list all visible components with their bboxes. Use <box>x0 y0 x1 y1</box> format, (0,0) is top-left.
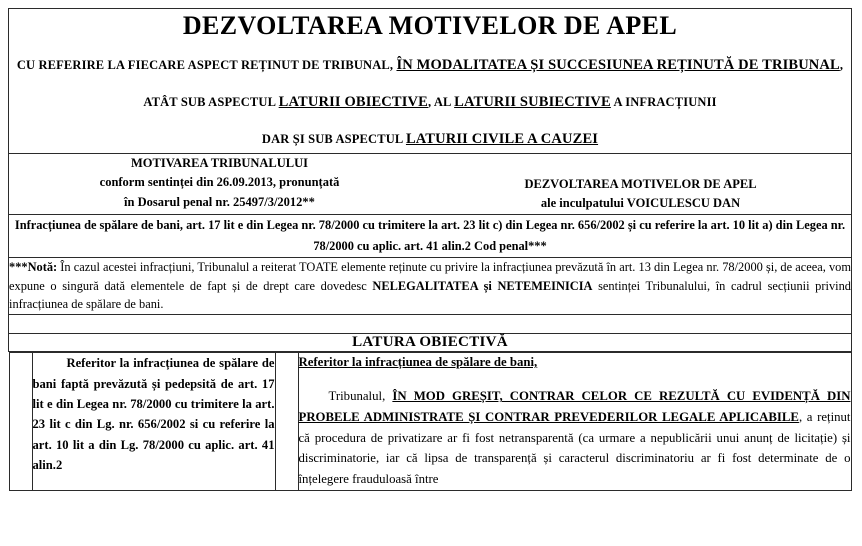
page-title: DEZVOLTAREA MOTIVELOR DE APEL <box>182 11 678 40</box>
document-outline-table <box>8 8 852 491</box>
tribunal-reasoning-text: Referitor la infracțiunea de spălare de bani faptă prevăzută și pedepsită de art. 17 lit e din Legea nr. 78/2000 cu trimitere la art. 23 lit c din Lg. nr. 656/2002 si cu referire la art. 10 lit a din Lg. 78/2000 cu aplic. art. 41 alin.2 <box>32 356 275 473</box>
title-cell <box>9 9 852 154</box>
appeal-text-rest: , a reținut că procedura de privatizare ar fi fost netransparentă (ca urmare a nepublicării unui anunț de licitație) și discriminatorie, iar că lipsa de transparență și caracterul discriminatoriu ar fi fost determinate de o înțelegere frauduloasă între <box>298 409 851 487</box>
note-part-2: sentinței Tribunalului, în cadrul secțiunii privind infracțiunea de spălare de bani. <box>9 278 851 312</box>
spacer-cell <box>9 315 852 334</box>
spacer-row <box>9 315 852 334</box>
charge-row <box>9 214 852 257</box>
section-title-cell <box>9 334 852 352</box>
comparison-left-line-1: MOTIVAREA TRIBUNALULUI <box>130 155 308 170</box>
comparison-heading-row <box>9 153 852 214</box>
subtitle-2-plain-after: A INFRACȚIUNII <box>610 94 717 109</box>
appeal-text-lead: Tribunalul, <box>328 389 393 404</box>
subtitle-3-underlined: LATURII CIVILE A CAUZEI <box>405 131 599 148</box>
subtitle-line-1 <box>9 57 851 74</box>
comparison-left-line-2: conform sentinței din 26.09.2013, pronunțată <box>99 175 340 190</box>
comparison-left-heading <box>9 154 430 214</box>
subtitle-1-plain-before: CU REFERIRE LA FIECARE ASPECT REȚINUT DE TRIBUNAL, <box>16 57 397 72</box>
note-part-1: În cazul acestei infracțiuni, Tribunalul a reiterat TOATE elemente reținute cu privire la infracțiunea prevăzută în art. 13 din Legea nr. 78/2000 și, de aceea, vom expune o singură dată elementele de fapt și de drept care dovedesc <box>9 259 851 293</box>
comparison-heading-cell <box>9 153 852 214</box>
subtitle-1-plain-after: , <box>839 57 844 72</box>
left-gutter-cell <box>9 353 32 491</box>
section-title-row <box>9 334 852 352</box>
comparison-left-line-3: în Dosarul penal nr. 25497/3/2012** <box>124 194 315 209</box>
note-bold-phrase: NELEGALITATEA și NETEMEINICIA <box>372 278 593 293</box>
charge-cell <box>9 214 852 257</box>
appeal-arguments-text <box>299 386 851 490</box>
middle-gutter-cell <box>275 353 298 491</box>
note-cell <box>9 257 852 315</box>
appeal-text-emphasis: ÎN MOD GREȘIT, CONTRAR CELOR CE REZULTĂ CU EVIDENȚĂ DIN PROBELE ADMINISTRATE ȘI CONTRAR PREVEDERILOR LEGALE APLICABILE <box>298 389 851 424</box>
bottom-comparison-table <box>9 352 852 491</box>
comparison-right-line-2: ale inculpatului VOICULESCU DAN <box>540 196 741 211</box>
bottom-comparison-row <box>9 352 852 491</box>
subtitle-3-plain-before: DAR ȘI SUB ASPECTUL <box>261 132 406 147</box>
subtitle-1-underlined: ÎN MODALITATEA ȘI SUCCESIUNEA REȚINUTĂ DE TRIBUNAL <box>396 56 840 73</box>
charge-text: Infracțiunea de spălare de bani, art. 17 lit e din Legea nr. 78/2000 cu trimitere la art. 23 lit c) din Legea nr. 656/2002 și cu referire la art. 10 lit a) din Legea nr. 78/2000 cu aplic. art. 41 alin.2 Cod penal*** <box>14 217 846 253</box>
title-row <box>9 9 852 154</box>
note-marker: ***Notă: <box>9 259 58 274</box>
appeal-arguments-cell <box>298 353 851 491</box>
comparison-right-line-1: DEZVOLTAREA MOTIVELOR DE APEL <box>524 176 757 191</box>
subtitle-2-underlined-subiective: LATURII SUBIECTIVE <box>454 93 611 110</box>
subtitle-2-underlined-obiective: LATURII OBIECTIVE <box>278 93 428 110</box>
appeal-arguments-heading: Referitor la infracțiunea de spălare de bani, <box>298 355 538 370</box>
bottom-table-row <box>9 353 851 491</box>
subtitle-2-plain-before: ATÂT SUB ASPECTUL <box>143 94 279 109</box>
comparison-right-heading <box>430 154 851 214</box>
tribunal-reasoning-cell <box>32 353 275 491</box>
note-row <box>9 257 852 315</box>
subtitle-2-plain-mid: , AL <box>428 94 455 109</box>
bottom-comparison-cell <box>9 352 852 491</box>
note-text <box>9 258 851 315</box>
subtitle-line-2 <box>9 94 851 111</box>
subtitle-line-3 <box>9 131 851 148</box>
section-title: LATURA OBIECTIVĂ <box>352 334 508 351</box>
